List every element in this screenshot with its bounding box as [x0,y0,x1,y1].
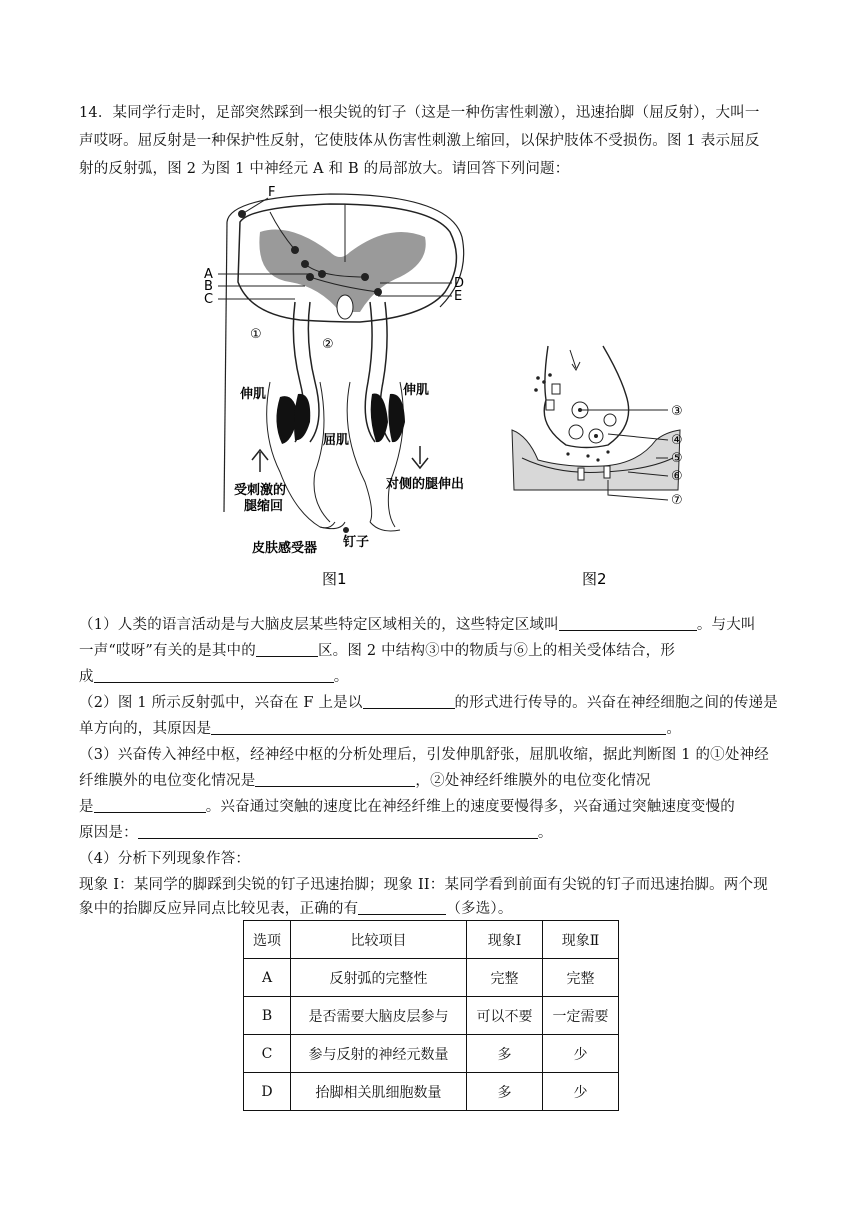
sub4-line-3: 象中的抬脚反应异同点比较见表，正确的有 （多选）。 [79,896,781,922]
sub2-line-1: （2）图 1 所示反射弧中，兴奋在 F 上是以 的形式进行传导的。兴奋在神经细胞之间的传递是 [79,690,781,716]
table-row [244,959,619,997]
table-cell: 反射弧的完整性 [291,959,467,997]
answer-blank-7[interactable] [94,796,206,813]
figure-2-caption: 图2 [582,570,607,588]
table-cell: 可以不要 [467,997,543,1035]
answer-blank-5[interactable] [211,718,666,735]
label-extend: 对侧的腿伸出 [386,477,465,492]
table-cell: 抬脚相关肌细胞数量 [291,1073,467,1111]
sub3-line-1: （3）兴奋传入神经中枢，经神经中枢的分析处理后，引发伸肌舒张，屈肌收缩，据此判断图 1 的①处神经 [79,747,769,763]
table-header-cell: 比较项目 [291,921,467,959]
label-withdraw-2: 腿缩回 [244,499,284,514]
question-intro-line-1: 14．某同学行走时，足部突然踩到一根尖锐的钉子（这是一种伤害性刺激），迅速抬脚（屈反射），大叫一 [79,105,760,121]
label-7: ⑦ [671,493,683,508]
sub2-line-2: 单方向的，其原因是 。 [79,716,781,742]
table-cell: C [244,1035,291,1073]
table-cell: 多 [467,1035,543,1073]
label-2: ② [322,337,334,352]
label-3: ③ [671,404,683,419]
answer-blank-3[interactable] [94,666,334,683]
answer-blank-6[interactable] [255,770,415,787]
sub1-line-3: 成 。 [79,664,781,690]
label-flexor: 屈肌 [323,433,350,448]
sub3-line-2: 纤维膜外的电位变化情况是 ，②处神经纤维膜外的电位变化情况 [79,768,781,794]
table-row [244,1035,619,1073]
table-header-cell: 现象Ⅰ [467,921,543,959]
table-cell: 是否需要大脑皮层参与 [291,997,467,1035]
label-nail: 钉子 [343,535,370,550]
table-cell: 多 [467,1073,543,1111]
table-header-row [244,921,619,959]
figure-2-synapse [508,340,698,590]
sub1-line-2: 一声“哎呀”有关的是其中的 区。图 2 中结构③中的物质与⑥上的相关受体结合，形 [79,638,781,664]
label-E: E [454,289,463,304]
answer-blank-9[interactable] [358,898,446,915]
sub4-line-1: （4）分析下列现象作答： [79,851,251,867]
label-D: D [454,276,465,291]
answer-blank-8[interactable] [138,822,538,839]
answer-blank-2[interactable] [256,640,318,657]
table-cell: 完整 [543,959,619,997]
table-cell: 参与反射的神经元数量 [291,1035,467,1073]
table-cell: A [244,959,291,997]
sub3-line-3: 是 。兴奋通过突触的速度比在神经纤维上的速度要慢得多，兴奋通过突触速度变慢的 [79,794,781,820]
up-arrow-icon [252,450,268,472]
table-cell: 完整 [467,959,543,997]
table-cell: 一定需要 [543,997,619,1035]
sub3-line-4: 原因是： 。 [79,820,781,846]
question-intro-line-3: 射的反射弧，图 2 为图 1 中神经元 A 和 B 的局部放大。请回答下列问题： [79,161,570,177]
table-cell: B [244,997,291,1035]
label-withdraw-1: 受刺激的 [234,483,287,498]
table-cell: 少 [543,1035,619,1073]
table-row [244,997,619,1035]
label-extensor-left: 伸肌 [240,387,267,402]
label-C: C [204,292,214,307]
down-arrow-icon [412,446,428,468]
label-5: ⑤ [671,451,683,466]
table-header-cell: 现象Ⅱ [543,921,619,959]
label-1: ① [250,327,262,342]
label-extensor-right: 伸肌 [403,383,430,398]
label-B: B [204,279,213,294]
table-cell: D [244,1073,291,1111]
answer-blank-4[interactable] [363,692,455,709]
comparison-table [243,920,619,1111]
table-cell: 少 [543,1073,619,1111]
label-4: ④ [671,433,683,448]
sub4-line-2: 现象 I：某同学的脚踩到尖锐的钉子迅速抬脚；现象 II：某同学看到前面有尖锐的钉子而迅速抬脚。两个现 [79,877,768,893]
label-receptor: 皮肤感受器 [252,541,318,556]
figure-1-reflex-arc [200,182,500,592]
question-intro-line-2: 声哎呀。屈反射是一种保护性反射，它使肢体从伤害性刺激上缩回，以保护肢体不受损伤。图 1 表示屈反 [79,133,760,149]
table-row [244,1073,619,1111]
figure-1-caption: 图1 [322,570,347,588]
answer-blank-1[interactable] [559,614,697,631]
table-header-cell: 选项 [244,921,291,959]
label-F: F [268,185,276,200]
sub1-line-1: （1）人类的语言活动是与大脑皮层某些特定区域相关的，这些特定区域叫 。与大叫 [79,612,781,638]
label-A: A [204,267,213,282]
label-6: ⑥ [671,469,683,484]
